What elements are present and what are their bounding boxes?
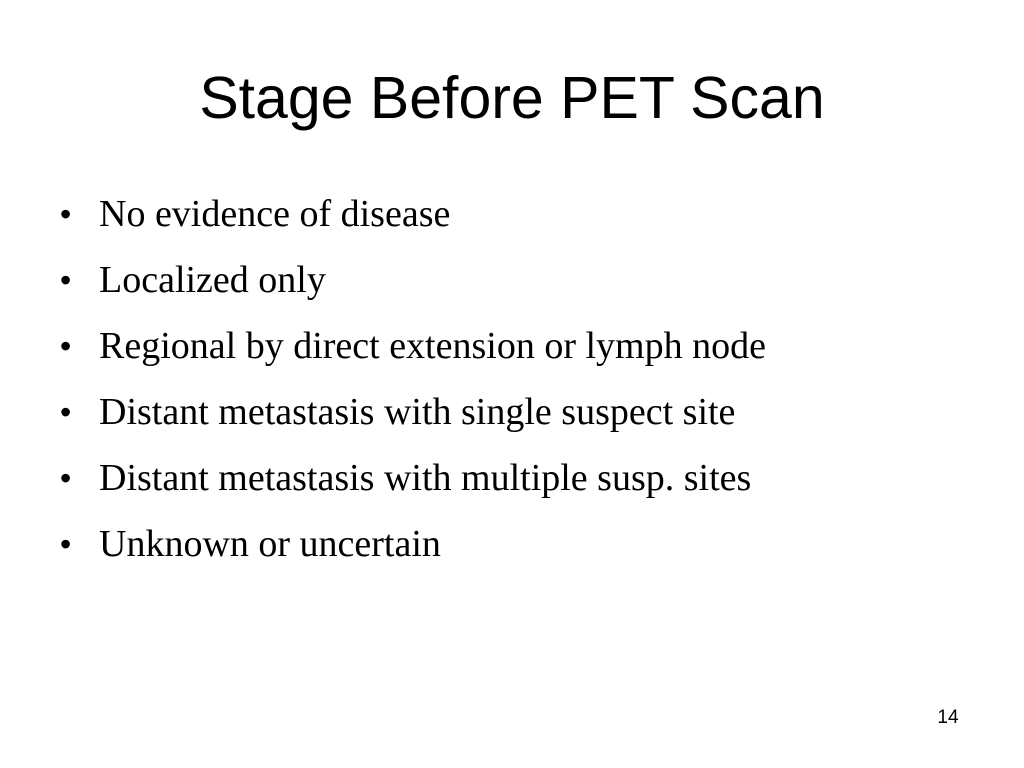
bullet-text: Unknown or uncertain: [99, 523, 441, 565]
bullet-icon: •: [60, 526, 72, 562]
page-number: 14: [937, 707, 959, 728]
bullet-text: Localized only: [99, 259, 326, 301]
bullet-icon: •: [60, 262, 72, 298]
bullet-text: Distant metastasis with single suspect site: [99, 391, 736, 433]
slide-title: Stage Before PET Scan: [199, 65, 825, 131]
bullet-text: Distant metastasis with multiple susp. sites: [99, 457, 752, 499]
bullet-icon: •: [60, 394, 72, 430]
bullet-icon: •: [60, 460, 72, 496]
bullet-text: Regional by direct extension or lymph node: [99, 325, 766, 367]
bullet-text: No evidence of disease: [99, 193, 451, 235]
bullet-icon: •: [60, 196, 72, 232]
bullet-icon: •: [60, 328, 72, 364]
